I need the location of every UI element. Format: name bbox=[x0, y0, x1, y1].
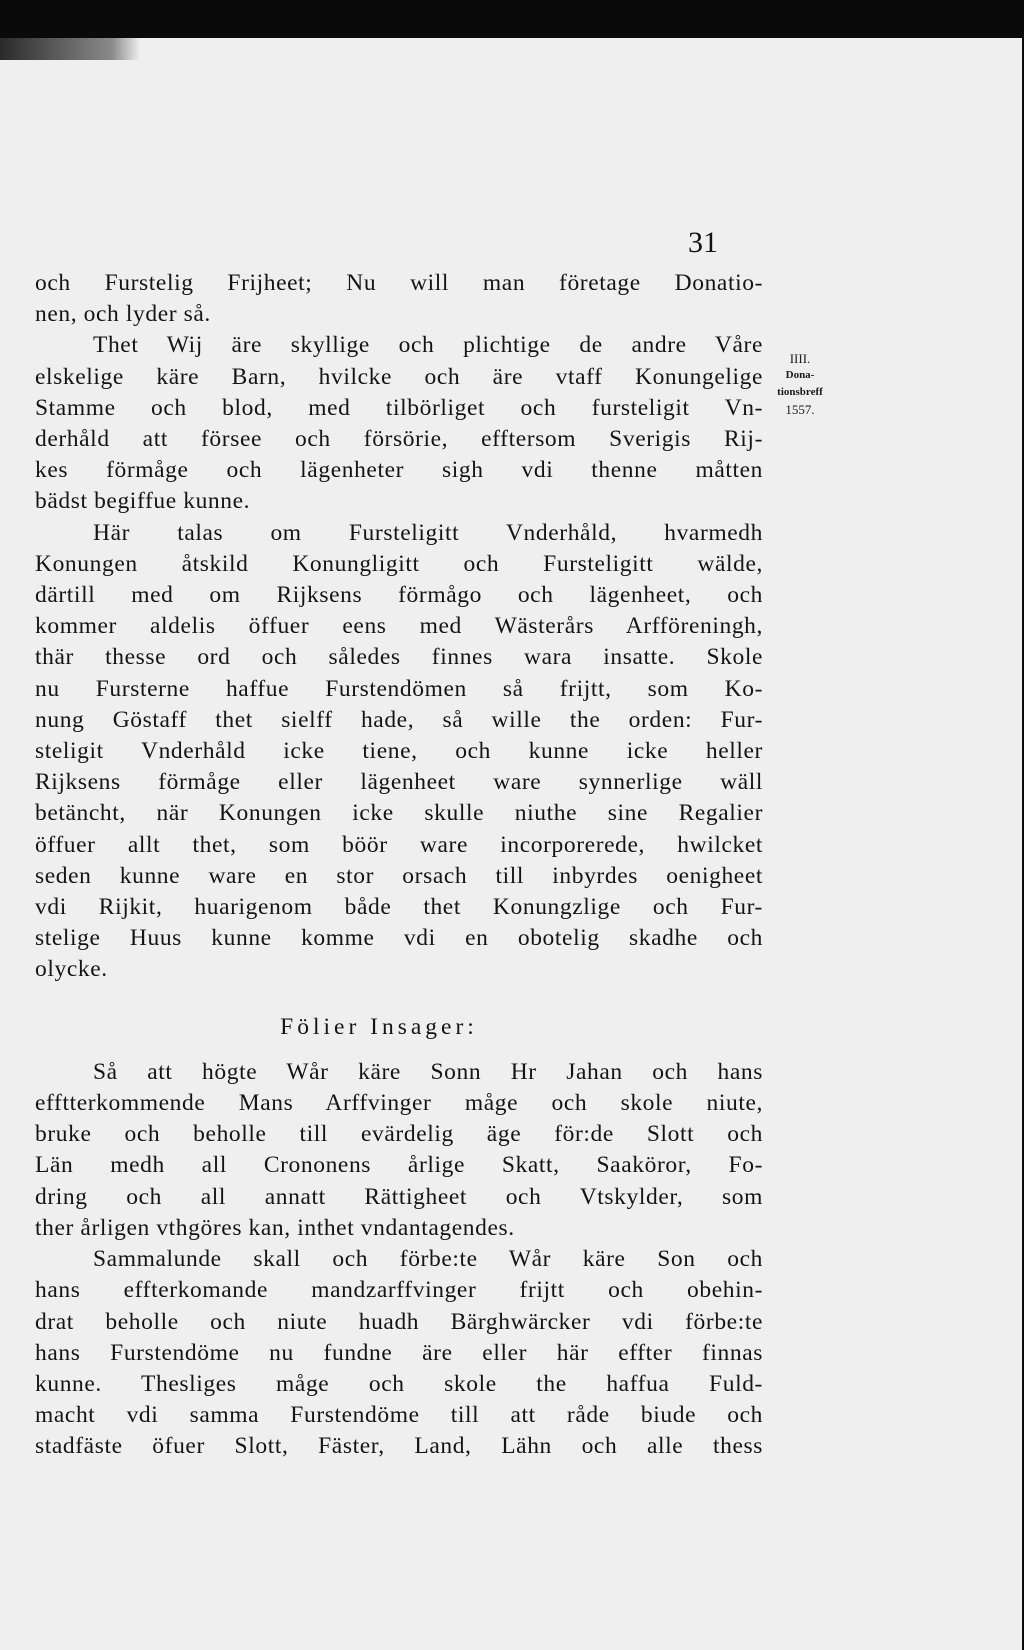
section-heading: Fölier Insager: bbox=[280, 1013, 478, 1040]
text-line: hans effterkomande mandzarffvinger frijtt och obehin- bbox=[35, 1277, 763, 1304]
text-line: nung Göstaff thet sielff hade, så wille the orden: Fur- bbox=[35, 706, 763, 733]
margin-note-line: 1557. bbox=[785, 402, 815, 417]
text-line: thär thesse ord och således finnes wara insatte. Skole bbox=[35, 644, 763, 671]
text-line: Län medh all Crononens årlige Skatt, Saaköror, Fo- bbox=[35, 1152, 763, 1179]
text-line: olycke. bbox=[35, 956, 108, 983]
body-text bbox=[35, 268, 763, 1463]
text-line: Stamme och blod, med tilbörliget och fursteligit Vn- bbox=[35, 394, 763, 421]
text-line: drat beholle och niute huadh Bärghwärcker vdi förbe:te bbox=[35, 1308, 763, 1335]
text-line: vdi Rijkit, huarigenom både thet Konungzlige och Fur- bbox=[35, 894, 763, 921]
text-line: stelige Huus kunne komme vdi en obotelig skadhe och bbox=[35, 925, 763, 952]
text-line: elskelige käre Barn, hvilcke och äre vtaff Konungelige bbox=[35, 363, 763, 390]
text-line: betäncht, när Konungen icke skulle niuthe sine Regalier bbox=[35, 800, 763, 827]
page-number: 31 bbox=[688, 226, 718, 259]
text-line: öffuer allt thet, som böör ware incorporerede, hwilcket bbox=[35, 831, 763, 858]
text-line: Thet Wij äre skyllige och plichtige de andre Våre bbox=[93, 332, 763, 359]
text-line: kunne. Thesliges måge och skole the haffua Fuld- bbox=[35, 1370, 763, 1397]
text-line: Här talas om Fursteligitt Vnderhåld, hvarmedh bbox=[93, 519, 763, 546]
text-line: steligit Vnderhåld icke tiene, och kunne icke heller bbox=[35, 738, 763, 765]
margin-note-line: IIII. bbox=[789, 351, 811, 366]
margin-note-line: Dona- bbox=[785, 369, 815, 381]
text-line: derhåld att försee och försörie, efftersom Sverigis Rij- bbox=[35, 426, 763, 453]
text-line: nu Fursterne haffue Furstendömen så frijtt, som Ko- bbox=[35, 675, 763, 702]
text-line: bruke och beholle till evärdelig äge för:de Slott och bbox=[35, 1121, 763, 1148]
text-line: bädst begiffue kunne. bbox=[35, 488, 251, 515]
text-line: hans Furstendöme nu fundne äre eller här effter finnas bbox=[35, 1339, 763, 1366]
text-line: macht vdi samma Furstendöme till att råde biude och bbox=[35, 1402, 763, 1429]
margin-note bbox=[770, 350, 830, 418]
text-line: stadfäste öfuer Slott, Fäster, Land, Lähn och alle thess bbox=[35, 1433, 763, 1460]
text-line: seden kunne ware en stor orsach till inbyrdes oenigheet bbox=[35, 862, 763, 889]
book-page bbox=[0, 38, 1022, 1650]
text-line: Så att högte Wår käre Sonn Hr Jahan och hans bbox=[93, 1058, 763, 1085]
text-line: nen, och lyder så. bbox=[35, 301, 211, 328]
text-line: därtill med om Rijksens förmågo och lägenheet, och bbox=[35, 582, 763, 609]
text-line: kommer aldelis öffuer eens med Wästerårs Arfföreningh, bbox=[35, 613, 763, 640]
margin-note-line: tionsbreff bbox=[777, 386, 823, 398]
text-line: Konungen åtskild Konungligitt och Fursteligitt wälde, bbox=[35, 550, 763, 577]
text-line: kes förmåge och lägenheter sigh vdi thenne måtten bbox=[35, 457, 763, 484]
text-line: ther årligen vthgöres kan, inthet vndantagendes. bbox=[35, 1214, 515, 1241]
text-line: Sammalunde skall och förbe:te Wår käre Son och bbox=[93, 1246, 763, 1273]
text-line: och Furstelig Frijheet; Nu will man företage Donatio- bbox=[35, 270, 763, 296]
text-line: dring och all annatt Rättigheet och Vtskylder, som bbox=[35, 1183, 763, 1210]
text-line: efftterkommende Mans Arffvinger måge och skole niute, bbox=[35, 1090, 763, 1117]
text-line: Rijksens förmåge eller lägenheet ware synnerlige wäll bbox=[35, 769, 763, 796]
